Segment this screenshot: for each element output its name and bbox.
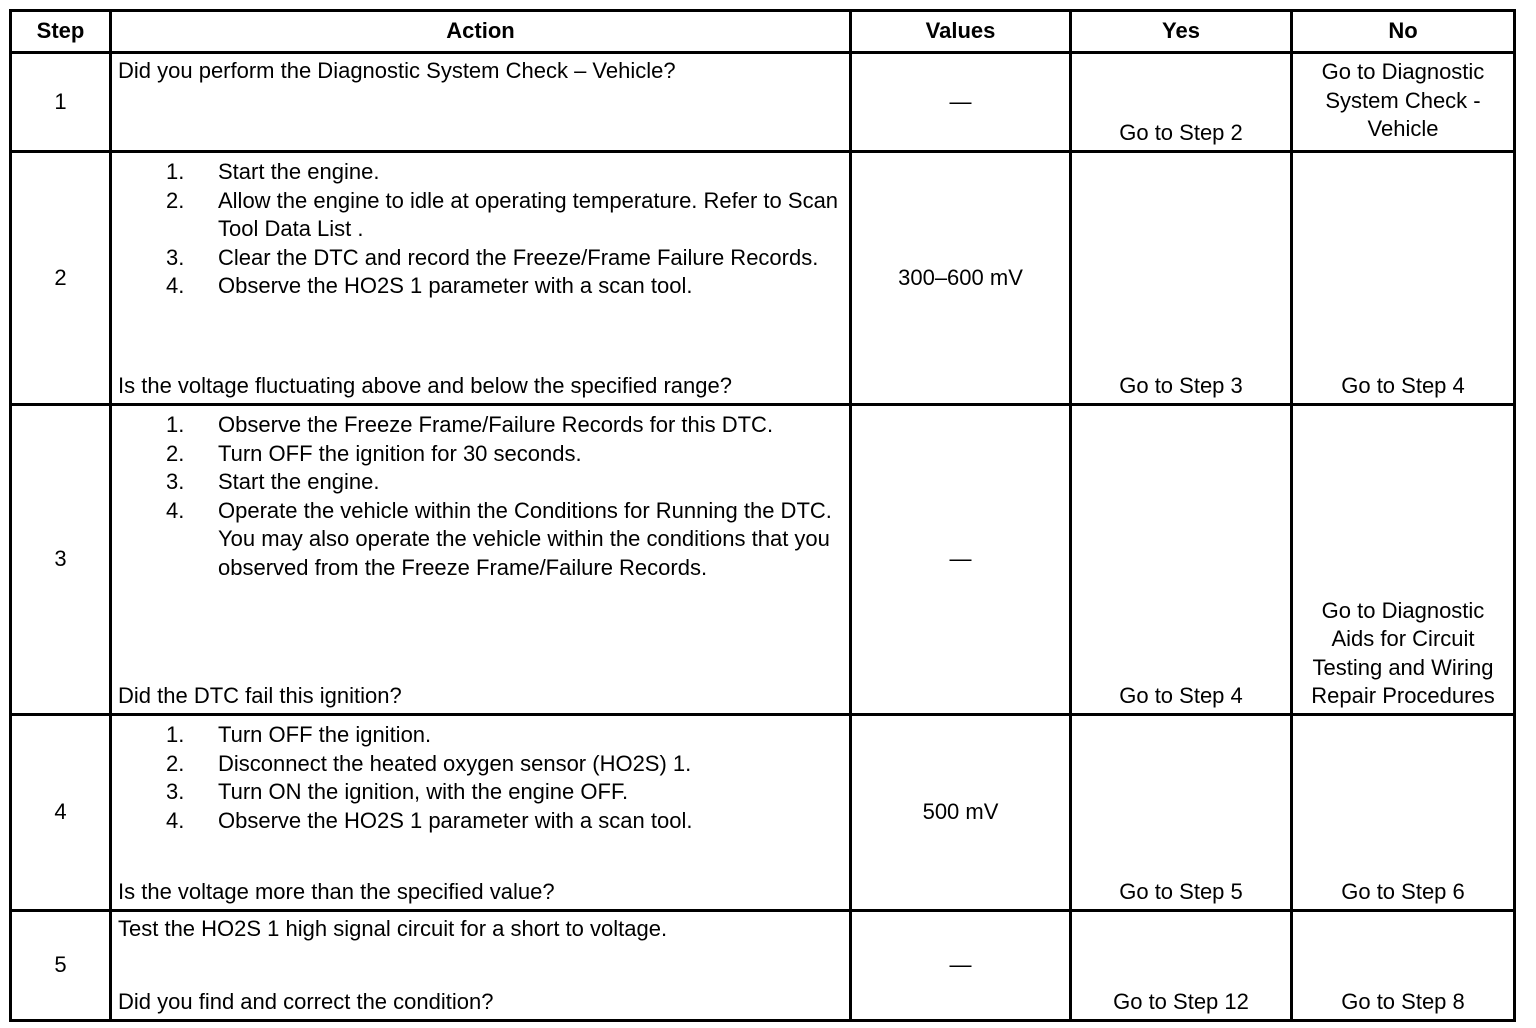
step-number: 2 xyxy=(11,152,111,405)
diagnostic-table xyxy=(9,9,1516,1022)
action-steps xyxy=(118,158,845,301)
action-cell xyxy=(111,405,851,715)
no-cell: Go to Step 6 xyxy=(1292,715,1515,911)
action-step: 1. Start the engine. xyxy=(166,159,380,184)
header-step: Step xyxy=(11,11,111,53)
yes-cell: Go to Step 3 xyxy=(1071,152,1292,405)
table-row xyxy=(11,53,1515,152)
yes-cell: Go to Step 5 xyxy=(1071,715,1292,911)
table-row xyxy=(11,911,1515,1021)
table-row xyxy=(11,152,1515,405)
action-question: Is the voltage fluctuating above and below the specified range? xyxy=(118,373,732,399)
action-step: 2. Allow the engine to idle at operating temperature. Refer to Scan Tool Data List . xyxy=(166,187,839,242)
action-question: Did you find and correct the condition? xyxy=(118,989,494,1015)
action-step: 2. Disconnect the heated oxygen sensor (HO2S) 1. xyxy=(166,750,692,776)
yes-cell: Go to Step 4 xyxy=(1071,405,1292,715)
header-values: Values xyxy=(851,11,1071,53)
action-cell xyxy=(111,53,851,152)
action-question: Did the DTC fail this ignition? xyxy=(118,683,402,709)
action-step: 2. Turn OFF the ignition for 30 seconds. xyxy=(166,440,582,466)
action-cell xyxy=(111,715,851,911)
step-number: 5 xyxy=(11,911,111,1021)
step-number: 1 xyxy=(11,53,111,152)
header-row xyxy=(11,11,1515,53)
no-cell: Go to Diagnostic System Check - Vehicle xyxy=(1292,53,1515,152)
no-cell: Go to Step 4 xyxy=(1292,152,1515,405)
action-step: 1. Turn OFF the ignition. xyxy=(166,722,432,747)
action-cell xyxy=(111,911,851,1021)
action-step: 4. Observe the HO2S 1 parameter with a scan tool. xyxy=(166,807,693,833)
action-step: 1. Observe the Freeze Frame/Failure Records for this DTC. xyxy=(166,412,774,437)
action-step: 3. Start the engine. xyxy=(166,469,380,495)
action-step: 3. Clear the DTC and record the Freeze/Frame Failure Records. xyxy=(166,244,819,270)
yes-cell: Go to Step 2 xyxy=(1071,53,1292,152)
action-question: Is the voltage more than the specified value? xyxy=(118,879,555,905)
header-no: No xyxy=(1292,11,1515,53)
step-number: 3 xyxy=(11,405,111,715)
value-cell: 500 mV xyxy=(851,715,1071,911)
step-number: 4 xyxy=(11,715,111,911)
action-steps xyxy=(118,721,845,835)
action-step: 4. Operate the vehicle within the Conditions for Running the DTC. You may also operate the vehicle within the conditions that you observed from the Freeze Frame/Failure Records. xyxy=(166,497,832,580)
value-cell: — xyxy=(851,53,1071,152)
value-cell: — xyxy=(851,911,1071,1021)
header-action: Action xyxy=(111,11,851,53)
action-intro: Test the HO2S 1 high signal circuit for a short to voltage. xyxy=(118,916,668,941)
action-step: 4. Observe the HO2S 1 parameter with a scan tool. xyxy=(166,273,693,299)
action-step: 3. Turn ON the ignition, with the engine OFF. xyxy=(166,779,629,805)
table-row xyxy=(11,715,1515,911)
no-cell: Go to Step 8 xyxy=(1292,911,1515,1021)
header-yes: Yes xyxy=(1071,11,1292,53)
action-cell xyxy=(111,152,851,405)
table-row xyxy=(11,405,1515,715)
no-cell: Go to Diagnostic Aids for Circuit Testing and Wiring Repair Procedures xyxy=(1292,405,1515,715)
action-steps xyxy=(118,411,845,583)
action-intro: Did you perform the Diagnostic System Check – Vehicle? xyxy=(118,58,676,83)
value-cell: — xyxy=(851,405,1071,715)
value-cell: 300–600 mV xyxy=(851,152,1071,405)
yes-cell: Go to Step 12 xyxy=(1071,911,1292,1021)
